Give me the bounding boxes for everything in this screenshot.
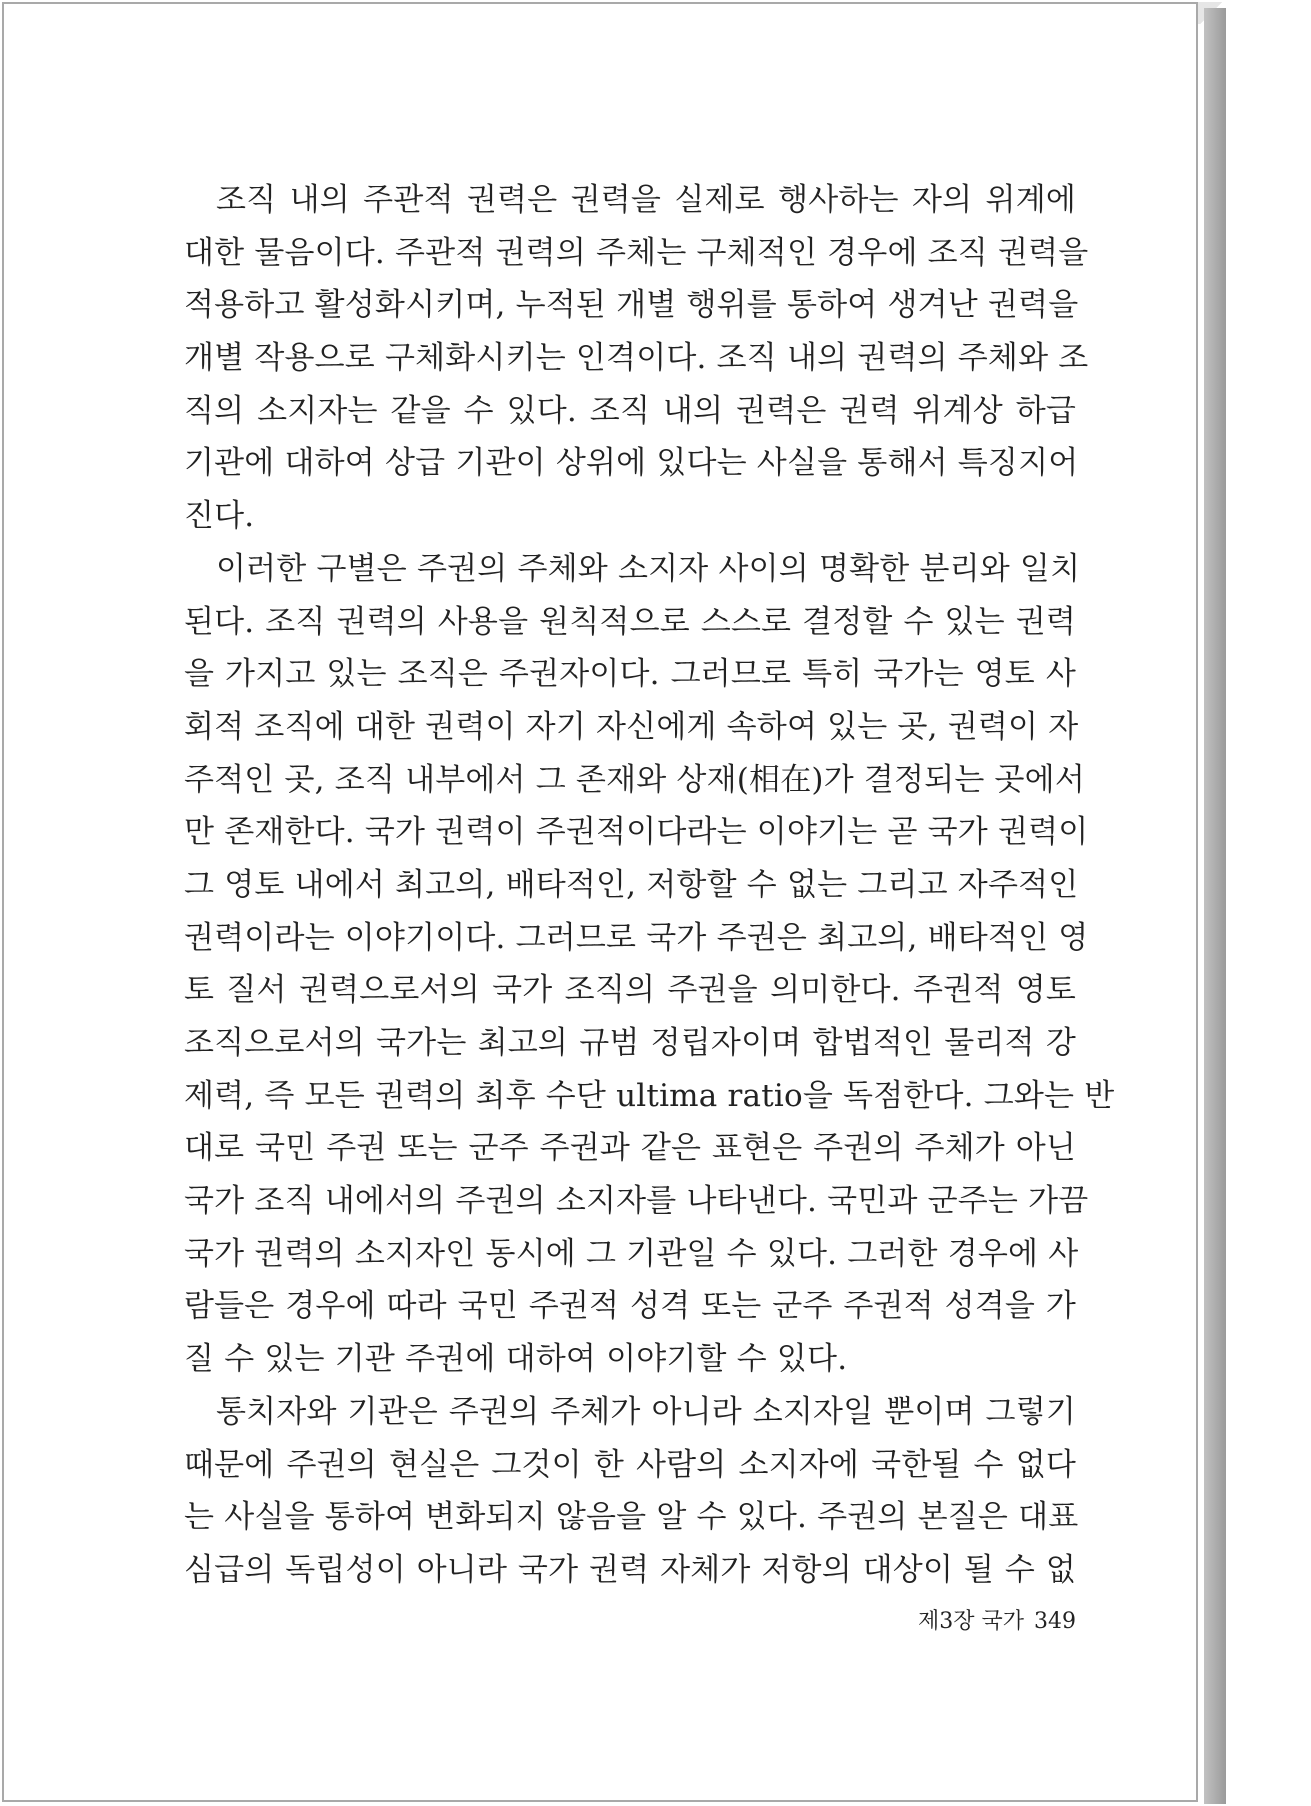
text-line: 권력이라는 이야기이다. 그러므로 국가 주권은 최고의, 배타적인 영 — [184, 919, 1089, 956]
text-line: 람들은 경우에 따라 국민 주권적 성격 또는 군주 주권적 성격을 가 — [184, 1288, 1076, 1325]
text-line: 이러한 구별은 주권의 주체와 소지자 사이의 명확한 분리와 일치 — [216, 550, 1081, 587]
text-line: 조직 내의 주관적 권력은 권력을 실제로 행사하는 자의 위계에 — [216, 182, 1076, 218]
text-line: 그 영토 내에서 최고의, 배타적인, 저항할 수 없는 그리고 자주적인 — [184, 866, 1079, 903]
paragraph — [184, 174, 1089, 543]
text-line: 때문에 주권의 현실은 그것이 한 사람의 소지자에 국한될 수 없다 — [184, 1446, 1076, 1483]
text-line: 직의 소지자는 같을 수 있다. 조직 내의 권력은 권력 위계상 하급 — [184, 392, 1076, 429]
text-line: 을 가지고 있는 조직은 주권자이다. 그러므로 특히 국가는 영토 사 — [184, 656, 1076, 693]
text-line: 주적인 곳, 조직 내부에서 그 존재와 상재(相在)가 결정되는 곳에서 — [184, 761, 1085, 798]
text-line: 적용하고 활성화시키며, 누적된 개별 행위를 통하여 생겨난 권력을 — [184, 287, 1079, 324]
text-line: 진다. — [184, 498, 255, 535]
paragraph — [184, 543, 1115, 1386]
text-line: 국가 조직 내에서의 주권의 소지자를 나타낸다. 국민과 군주는 가끔 — [184, 1183, 1089, 1220]
text-line: 만 존재한다. 국가 권력이 주권적이다라는 이야기는 곧 국가 권력이 — [184, 814, 1089, 851]
text-line: 는 사실을 통하여 변화되지 않음을 알 수 있다. 주권의 본질은 대표 — [184, 1499, 1079, 1536]
text-line: 질 수 있는 기관 주권에 대하여 이야기할 수 있다. — [184, 1341, 848, 1378]
paragraph — [184, 1386, 1079, 1597]
text-line: 대한 물음이다. 주관적 권력의 주체는 구체적인 경우에 조직 권력을 — [184, 234, 1089, 271]
body-text — [184, 174, 1115, 1597]
text-line: 조직으로서의 국가는 최고의 규범 정립자이며 합법적인 물리적 강 — [184, 1025, 1076, 1061]
text-line: 대로 국민 주권 또는 군주 주권과 같은 표현은 주권의 주체가 아닌 — [184, 1130, 1076, 1167]
text-line: 제력, 즉 모든 권력의 최후 수단 ultima ratio을 독점한다. 그와는 반 — [184, 1077, 1115, 1114]
text-line: 통치자와 기관은 주권의 주체가 아니라 소지자일 뿐이며 그렇기 — [216, 1393, 1076, 1430]
text-line: 기관에 대하여 상급 기관이 상위에 있다는 사실을 통해서 특징지어 — [184, 445, 1079, 482]
page-thickness-edge — [1204, 8, 1226, 1804]
chapter-label: 제3장 국가 — [918, 1609, 1024, 1634]
page-number: 349 — [1034, 1609, 1076, 1634]
page-footer — [862, 1604, 1076, 1635]
text-line: 심급의 독립성이 아니라 국가 권력 자체가 저항의 대상이 될 수 없 — [184, 1551, 1076, 1588]
text-line: 토 질서 권력으로서의 국가 조직의 주권을 의미한다. 주권적 영토 — [184, 972, 1076, 1009]
text-line: 개별 작용으로 구체화시키는 인격이다. 조직 내의 권력의 주체와 조 — [184, 340, 1089, 377]
text-line: 국가 권력의 소지자인 동시에 그 기관일 수 있다. 그러한 경우에 사 — [184, 1235, 1079, 1272]
text-line: 회적 조직에 대한 권력이 자기 자신에게 속하여 있는 곳, 권력이 자 — [184, 708, 1079, 745]
text-line: 된다. 조직 권력의 사용을 원칙적으로 스스로 결정할 수 있는 권력 — [184, 603, 1076, 640]
